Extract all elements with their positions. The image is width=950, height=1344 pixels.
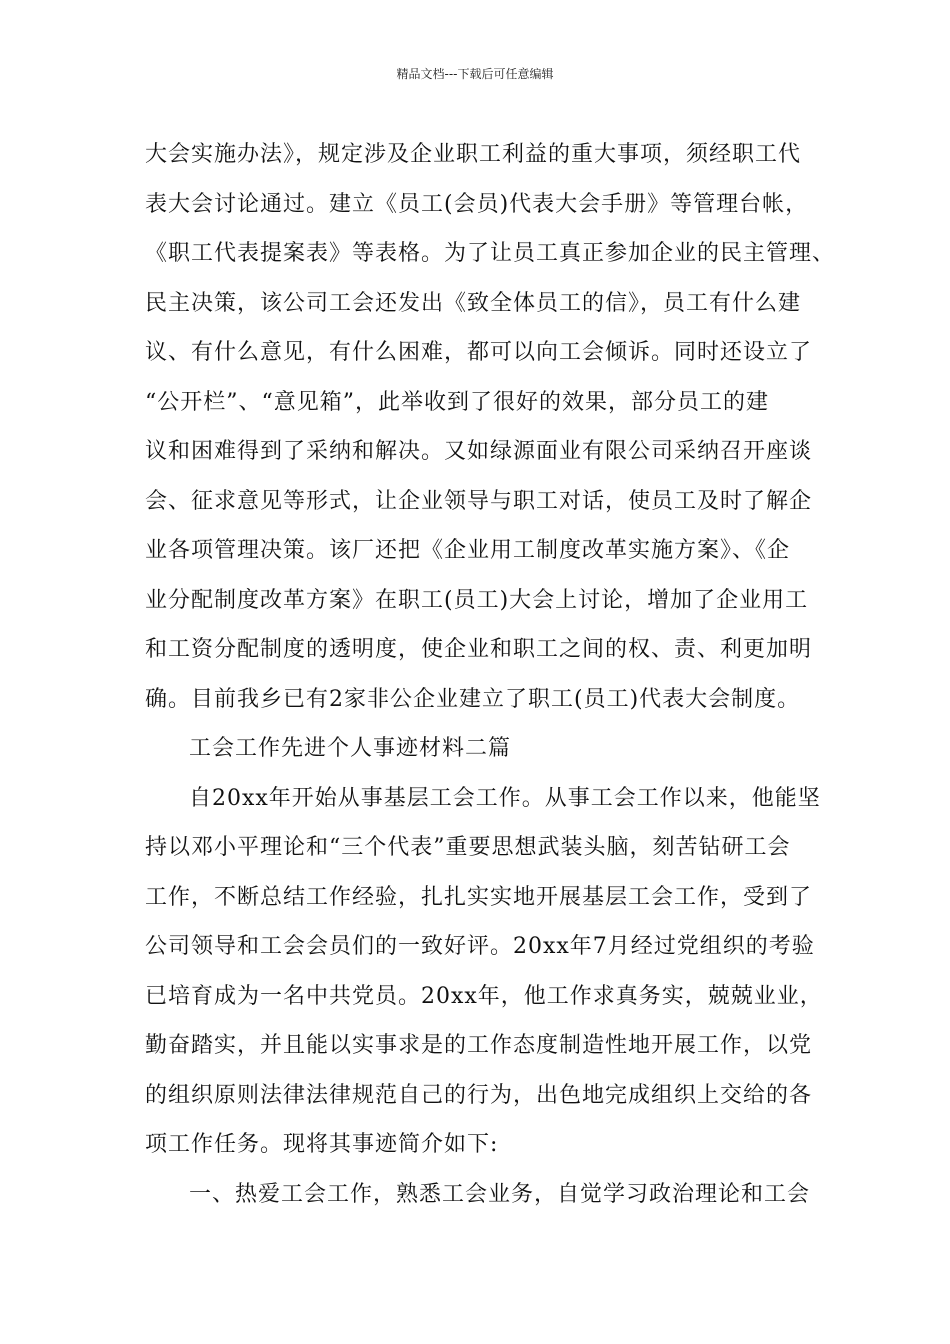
document-body [145,130,836,1219]
text-line: 持以邓小平理论和“三个代表”重要思想武装头脑，刻苦钻研工会 [145,835,791,860]
text-line: 已培育成为一名中共党员。20xx年，他工作求真务实，兢兢业业， [145,983,823,1009]
text-line: 业分配制度改革方案》在职工(员工)大会上讨论，增加了企业用工 [145,587,809,613]
text-line: 确。目前我乡已有2家非公企业建立了职工(员工)代表大会制度。 [145,686,801,712]
page-header: 精品文档---下载后可任意编辑 [396,67,554,81]
text-line: 和工资分配制度的透明度，使企业和职工之间的权、责、利更加明 [145,637,813,662]
text-line: 大会实施办法》，规定涉及企业职工利益的重大事项，须经职工代 [145,142,802,167]
text-line: 《职工代表提案表》等表格。为了让员工真正参加企业的民主管理、 [145,241,836,266]
paragraph-4 [145,1170,825,1220]
text-line: 自20xx年开始从事基层工会工作。从事工会工作以来，他能坚 [189,785,821,811]
text-line: 会、征求意见等形式，让企业领导与职工对话，使员工及时了解企 [145,488,813,514]
text-line: 民主决策，该公司工会还发出《致全体员工的信》，员工有什么建 [145,290,802,316]
text-line: 勤奋踏实，并且能以实事求是的工作态度制造性地开展工作，以党 [145,1033,813,1058]
text-line: 业各项管理决策。该厂还把《企业用工制度改革实施方案》、《企 [145,538,791,563]
text-line: 的组织原则法律法律规范自己的行为，出色地完成组织上交给的各 [145,1082,813,1108]
heading-line: 工会工作先进个人事迹材料二篇 [189,736,512,761]
text-line: 表大会讨论通过。建立《员工(会员)代表大会手册》等管理台帐， [145,191,809,217]
paragraph-1 [145,130,836,724]
paragraph-3 [145,774,825,1170]
text-line: 议和困难得到了采纳和解决。又如绿源面业有限公司采纳召开座谈 [145,439,813,464]
text-line: 一、热爱工会工作，熟悉工会业务，自觉学习政治理论和工会 [189,1181,811,1207]
text-line: 工作，不断总结工作经验，扎扎实实地开展基层工会工作，受到了 [145,884,813,910]
text-line: “公开栏”、“意见箱”，此举收到了很好的效果，部分员工的建 [145,389,769,415]
text-line: 项工作任务。现将其事迹简介如下: [145,1132,499,1157]
text-line: 公司领导和工会会员们的一致好评。20xx年7月经过党组织的考验 [145,934,815,959]
text-line: 议、有什么意见，有什么困难，都可以向工会倾诉。同时还设立了 [145,340,813,365]
section-heading [145,724,825,774]
